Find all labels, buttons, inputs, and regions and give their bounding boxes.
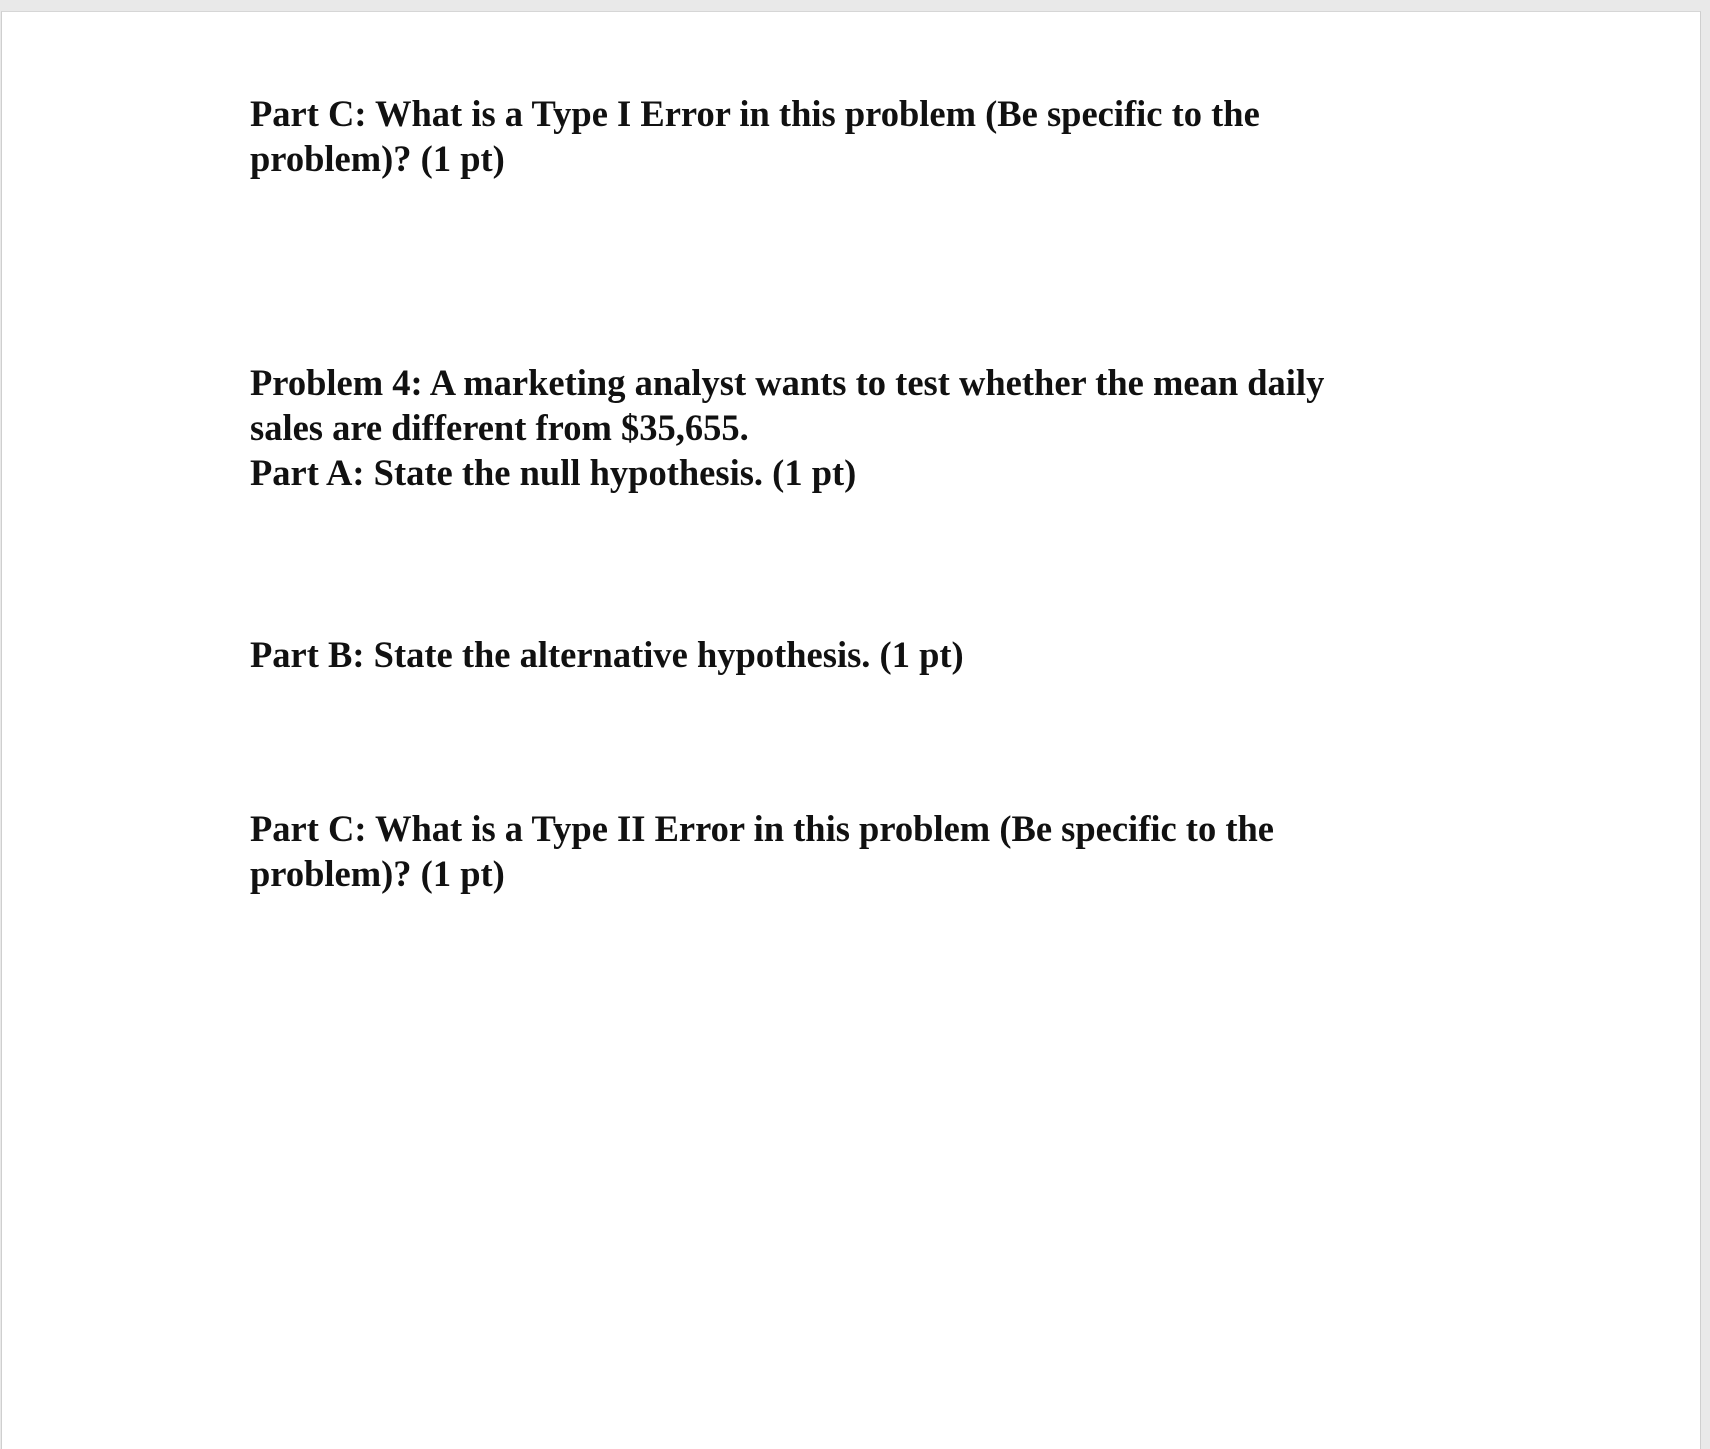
question-line: Part C: What is a Type I Error in this problem (Be specific to the [250, 93, 1260, 134]
problem-4-block [250, 360, 1324, 495]
problem-statement-line: sales are different from $35,655. [250, 407, 749, 448]
part-c-type-1-error-question [250, 91, 1260, 181]
problem-statement-line: Problem 4: A marketing analyst wants to test whether the mean daily [250, 362, 1325, 403]
question-line: problem)? (1 pt) [250, 853, 505, 894]
question-line: Part B: State the alternative hypothesis. (1 pt) [250, 634, 964, 675]
part-c-type-2-error-question [250, 806, 1274, 896]
document-page [1, 11, 1701, 1449]
part-a-null-hypothesis-question: Part A: State the null hypothesis. (1 pt) [250, 452, 857, 493]
part-b-alternative-hypothesis-question [250, 632, 964, 677]
question-line: problem)? (1 pt) [250, 138, 505, 179]
question-line: Part C: What is a Type II Error in this problem (Be specific to the [250, 808, 1274, 849]
